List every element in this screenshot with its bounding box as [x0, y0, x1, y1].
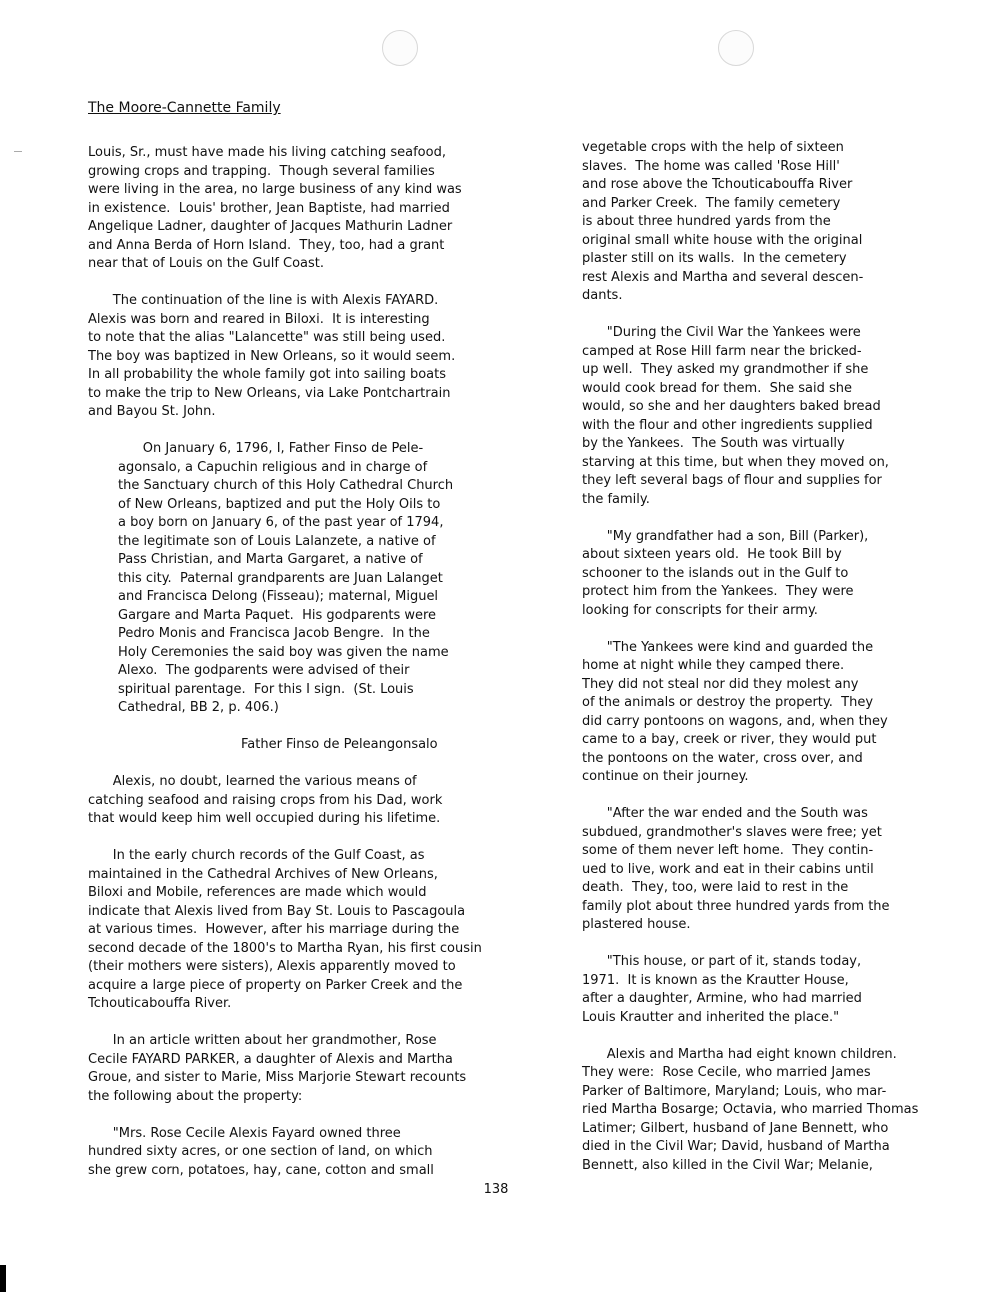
left-column: [88, 144, 508, 1180]
paragraph-gap: [582, 306, 922, 325]
text-line: and rose above the Tchouticabouffa River: [582, 177, 853, 192]
text-line: Latimer; Gilbert, husband of Jane Bennett, who: [582, 1120, 889, 1136]
text-line: "This house, or part of it, stands today,: [582, 954, 862, 969]
text-line: In an article written about her grandmother, Rose: [88, 1033, 437, 1048]
text-line: came to a bay, creek or river, they would put: [582, 732, 877, 747]
text-line: to make the trip to New Orleans, via Lake Pontchartrain: [88, 385, 451, 401]
paragraph: [582, 1046, 922, 1176]
text-line: "Mrs. Rose Cecile Alexis Fayard owned three: [88, 1125, 401, 1141]
text-line: They were: Rose Cecile, who married James: [582, 1065, 871, 1080]
paragraph-gap: [88, 274, 508, 293]
text-line: a boy born on January 6, of the past year of 1794,: [118, 515, 444, 530]
text-line: and Bayou St. John.: [88, 404, 216, 419]
text-line: and Parker Creek. The family cemetery: [582, 195, 841, 211]
text-line: On January 6, 1796, I, Father Finso de Pele-: [118, 441, 424, 456]
text-line: that would keep him well occupied during his lifetime.: [88, 811, 441, 826]
text-line: Cathedral, BB 2, p. 406.): [118, 700, 279, 715]
paragraph: [582, 324, 922, 509]
text-line: the following about the property:: [88, 1088, 303, 1104]
paragraph-gap: [582, 620, 922, 639]
text-line: would, so she and her daughters baked bread: [582, 399, 881, 414]
text-line: the Sanctuary church of this Holy Cathedral Church: [118, 478, 454, 493]
text-line: is about three hundred yards from the: [582, 214, 831, 229]
paragraph-gap: [88, 755, 508, 774]
text-line: rest Alexis and Martha and several descen-: [582, 269, 864, 285]
text-line: indicate that Alexis lived from Bay St. Louis to Pascagoula: [88, 903, 466, 919]
text-line: Parker of Baltimore, Maryland; Louis, who mar-: [582, 1083, 887, 1099]
text-line: of the animals or destroy the property. They: [582, 695, 874, 710]
text-line: Biloxi and Mobile, references are made which would: [88, 885, 427, 900]
text-line: Alexo. The godparents were advised of their: [118, 663, 410, 678]
text-line: Pass Christian, and Marta Gargaret, a native of: [118, 552, 423, 567]
paragraph: [88, 1125, 508, 1181]
text-line: "My grandfather had a son, Bill (Parker),: [582, 528, 869, 544]
scan-edge-mark: [0, 1265, 6, 1292]
text-line: the pontoons on the water, cross over, and: [582, 750, 863, 766]
text-line: They did not steal nor did they molest any: [582, 676, 859, 692]
text-line: growing crops and trapping. Though several families: [88, 163, 435, 179]
text-line: after a daughter, Armine, who had married: [582, 991, 862, 1006]
text-line: hundred sixty acres, or one section of land, on which: [88, 1144, 433, 1159]
text-line: and Anna Berda of Horn Island. They, too, had a grant: [88, 237, 445, 253]
paragraph: [88, 847, 508, 1014]
paragraph-gap: [88, 1106, 508, 1125]
paragraph-gap: [88, 422, 508, 441]
punch-hole-right: [718, 30, 754, 66]
text-line: second decade of the 1800's to Martha Ryan, his first cousin: [88, 940, 482, 956]
text-line: plaster still on its walls. In the cemetery: [582, 251, 847, 266]
text-line: she grew corn, potatoes, hay, cane, cotton and small: [88, 1162, 434, 1178]
text-line: schooner to the islands out in the Gulf to: [582, 565, 849, 581]
text-line: death. They, too, were laid to rest in the: [582, 880, 849, 895]
text-line: maintained in the Cathedral Archives of New Orleans,: [88, 866, 438, 882]
page-header: The Moore-Cannette Family: [88, 100, 281, 116]
text-line: this city. Paternal grandparents are Juan Lalanget: [118, 570, 443, 586]
paragraph: [88, 1032, 508, 1106]
text-line: Bennett, also killed in the Civil War; Melanie,: [582, 1157, 873, 1173]
paragraph: [88, 292, 508, 422]
paragraph-gap: [88, 718, 508, 737]
margin-mark: [14, 151, 22, 152]
text-line: at various times. However, after his marriage during the: [88, 922, 460, 937]
paragraph-gap: [88, 1014, 508, 1033]
paragraph-gap: [582, 935, 922, 954]
text-line: "During the Civil War the Yankees were: [582, 325, 861, 340]
text-line: in existence. Louis' brother, Jean Baptiste, had married: [88, 200, 450, 216]
text-line: continue on their journey.: [582, 769, 749, 784]
text-line: Cecile FAYARD PARKER, a daughter of Alexis and Martha: [88, 1051, 453, 1067]
text-line: catching seafood and raising crops from his Dad, work: [88, 792, 443, 808]
text-line: original small white house with the original: [582, 232, 863, 248]
paragraph: [582, 805, 922, 935]
paragraph-gap: [582, 509, 922, 528]
text-line: up well. They asked my grandmother if she: [582, 362, 869, 377]
text-line: Alexis was born and reared in Biloxi. It is interesting: [88, 311, 430, 327]
paragraph: [88, 773, 508, 829]
text-line: ried Martha Bosarge; Octavia, who married Thomas: [582, 1102, 919, 1117]
text-line: with the flour and other ingredients supplied: [582, 417, 873, 433]
text-line: Groue, and sister to Marie, Miss Marjorie Stewart recounts: [88, 1070, 467, 1085]
text-line: to note that the alias "Lalancette" was still being used.: [88, 330, 446, 345]
text-line: subdued, grandmother's slaves were free; yet: [582, 824, 882, 840]
text-line: "After the war ended and the South was: [582, 806, 868, 821]
page-number: 138: [483, 1182, 509, 1197]
text-line: vegetable crops with the help of sixteen: [582, 140, 844, 155]
paragraph-gap: [582, 1027, 922, 1046]
text-line: In the early church records of the Gulf Coast, as: [88, 848, 425, 863]
text-line: ued to live, work and eat in their cabins until: [582, 861, 874, 877]
text-line: died in the Civil War; David, husband of Martha: [582, 1139, 890, 1154]
text-line: dants.: [582, 288, 623, 303]
text-line: plastered house.: [582, 917, 691, 932]
text-line: The continuation of the line is with Alexis FAYARD.: [88, 293, 439, 308]
text-line: by the Yankees. The South was virtually: [582, 436, 845, 451]
right-column: [582, 139, 922, 1175]
text-line: the legitimate son of Louis Lalanzete, a native of: [118, 533, 436, 549]
text-line: slaves. The home was called 'Rose Hill': [582, 158, 840, 174]
text-line: spiritual parentage. For this I sign. (St. Louis: [118, 681, 414, 697]
paragraph: [88, 736, 508, 755]
text-line: some of them never left home. They contin-: [582, 843, 874, 858]
paragraph-gap: [88, 829, 508, 848]
text-line: family plot about three hundred yards from the: [582, 898, 890, 914]
text-line: agonsalo, a Capuchin religious and in charge of: [118, 459, 428, 475]
text-line: looking for conscripts for their army.: [582, 602, 818, 618]
text-line: Louis Krautter and inherited the place.": [582, 1009, 840, 1025]
text-line: would cook bread for them. She said she: [582, 380, 852, 396]
text-line: Angelique Ladner, daughter of Jacques Mathurin Ladner: [88, 219, 453, 234]
text-line: Gargare and Marta Paquet. His godparents were: [118, 607, 437, 623]
text-line: and Francisca Delong (Fisseau); maternal, Miguel: [118, 589, 439, 604]
paragraph: [582, 528, 922, 621]
text-line: did carry pontoons on wagons, and, when they: [582, 713, 888, 729]
text-line: Tchouticabouffa River.: [88, 996, 232, 1011]
paragraph-gap: [582, 787, 922, 806]
text-line: 1971. It is known as the Krautter House,: [582, 972, 849, 988]
punch-hole-left: [382, 30, 418, 66]
text-line: (their mothers were sisters), Alexis apparently moved to: [88, 959, 456, 974]
text-line: acquire a large piece of property on Parker Creek and the: [88, 977, 463, 993]
paragraph: [88, 144, 508, 274]
text-line: camped at Rose Hill farm near the bricked-: [582, 343, 862, 359]
text-line: they left several bags of flour and supplies for: [582, 473, 882, 488]
text-line: Alexis and Martha had eight known children.: [582, 1046, 897, 1062]
paragraph: [582, 953, 922, 1027]
text-line: Holy Ceremonies the said boy was given the name: [118, 644, 449, 660]
text-line: Louis, Sr., must have made his living catching seafood,: [88, 145, 446, 160]
text-line: were living in the area, no large business of any kind was: [88, 182, 462, 197]
text-line: the family.: [582, 491, 650, 507]
text-line: Pedro Monis and Francisca Jacob Bengre. In the: [118, 626, 430, 641]
text-line: "The Yankees were kind and guarded the: [582, 639, 874, 655]
text-line: The boy was baptized in New Orleans, so it would seem.: [88, 348, 456, 364]
paragraph: [582, 139, 922, 306]
text-line: protect him from the Yankees. They were: [582, 584, 854, 599]
text-line: In all probability the whole family got into sailing boats: [88, 367, 447, 382]
text-line: of New Orleans, baptized and put the Holy Oils to: [118, 496, 441, 512]
text-line: Father Finso de Peleangonsalo: [241, 737, 438, 752]
text-line: near that of Louis on the Gulf Coast.: [88, 256, 325, 271]
text-line: home at night while they camped there.: [582, 658, 845, 673]
paragraph: [88, 440, 508, 718]
text-line: starving at this time, but when they moved on,: [582, 454, 889, 470]
text-line: Alexis, no doubt, learned the various means of: [88, 774, 417, 789]
paragraph: [582, 639, 922, 787]
text-line: about sixteen years old. He took Bill by: [582, 547, 842, 562]
